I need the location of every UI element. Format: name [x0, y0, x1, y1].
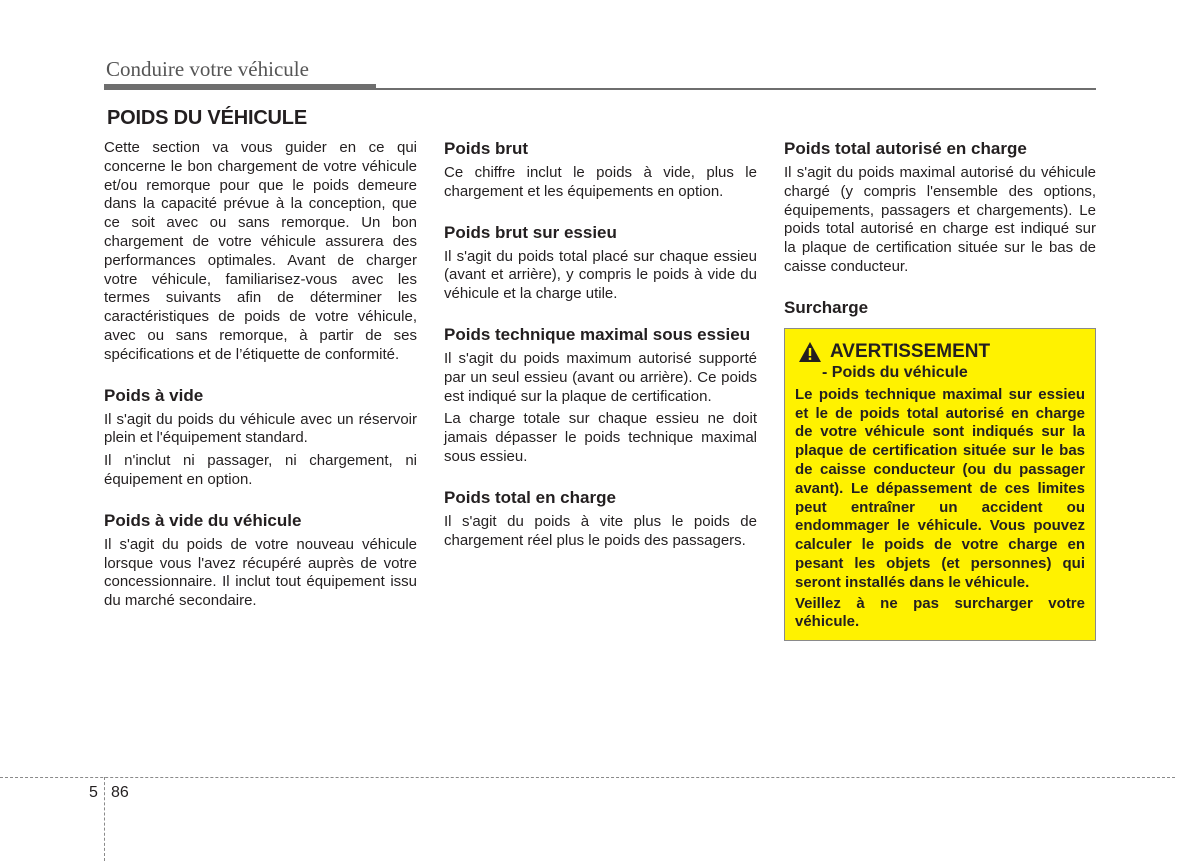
header-rule-thin	[104, 88, 1096, 90]
poids-brut-text: Ce chiffre inclut le poids à vide, plus le chargement et les équipements en option.	[444, 164, 757, 200]
heading-poids-technique: Poids technique maximal sous essieu	[444, 324, 751, 344]
column-3	[784, 139, 1096, 641]
heading-poids-total-autorise: Poids total autorisé en charge	[784, 139, 1027, 158]
chapter-number: 5	[89, 784, 98, 801]
heading-surcharge: Surcharge	[784, 297, 869, 317]
section-title: POIDS DU VÉHICULE	[107, 107, 307, 129]
heading-poids-total: Poids total en charge	[444, 487, 616, 507]
heading-poids-brut-essieu: Poids brut sur essieu	[444, 222, 617, 242]
warning-box	[784, 328, 1096, 641]
poids-brut-essieu-text: Il s'agit du poids total placé sur chaque essieu (avant et arrière), y compris le poids à vide du véhicule et la charge utile.	[444, 247, 757, 303]
poids-technique-text-1: Il s'agit du poids maximum autorisé supporté par un seul essieu (avant ou arrière). Ce poids est indiqué sur la plaque de certification.	[444, 349, 757, 405]
poids-total-text: Il s'agit du poids à vite plus le poids de chargement réel plus le poids des passagers.	[444, 512, 757, 549]
footer-rule	[0, 777, 1175, 778]
intro-paragraph: Cette section va vous guider en ce qui concerne le bon chargement de votre véhicule et/ou remorque pour que le poids demeure dans la capacité prévue à la conception, que ce soit avec ou sans remorque. Un bon chargement de votre véhicule assurera des performances optimales. Avant de charger votre véhicule, familiarisez-vous avec les termes suivants afin de déterminer les caractéristiques de poids de votre véhicule, avec ou sans remorque, à partir de ses spécifications et de l’étiquette de conformité.	[104, 139, 417, 363]
column-1	[104, 139, 417, 611]
warning-text-2: Veillez à ne pas surcharger votre véhicule.	[795, 594, 1085, 631]
footer-separator	[104, 777, 105, 861]
warning-subtitle: - Poids du véhicule	[822, 363, 968, 381]
column-2	[444, 139, 757, 550]
heading-poids-brut: Poids brut	[444, 139, 529, 158]
warning-title: AVERTISSEMENT	[830, 340, 991, 362]
poids-a-vide-text-1: Il s'agit du poids du véhicule avec un réservoir plein et l'équipement standard.	[104, 410, 417, 447]
heading-poids-a-vide-vehicule: Poids à vide du véhicule	[104, 510, 302, 530]
warning-text-1: Le poids technique maximal sur essieu et le de poids total autorisé en charge de votre véhicule sont indiqués sur la plaque de certification située sur le bas de caisse conducteur (ou du passager avant). Le dépassement de ces limites peut entraîner un accident ou endommager le véhicule. Vous pouvez calculer le poids de votre charge en pesant les objets (et personnes) qui seront installés dans le véhicule.	[795, 385, 1085, 591]
warning-triangle-icon	[798, 341, 822, 363]
poids-a-vide-text-2: Il n'inclut ni passager, ni chargement, ni équipement en option.	[104, 452, 417, 488]
header-title: Conduire votre véhicule	[106, 57, 309, 81]
poids-a-vide-vehicule-text: Il s'agit du poids de votre nouveau véhicule lorsque vous l'avez récupéré auprès de votre concessionnaire. Il inclut tout équipement issu du marché secondaire.	[104, 535, 417, 610]
heading-poids-a-vide: Poids à vide	[104, 385, 204, 405]
poids-technique-text-2: La charge totale sur chaque essieu ne doit jamais dépasser le poids technique maximal sous essieu.	[444, 410, 757, 465]
poids-total-autorise-text: Il s'agit du poids maximal autorisé du véhicule chargé (y compris l'ensemble des options, équipements, passagers et chargements). Le poids total autorisé en charge est indiqué sur la plaque de certification située sur le bas de caisse conducteur.	[784, 164, 1096, 275]
page-number: 86	[111, 784, 129, 801]
